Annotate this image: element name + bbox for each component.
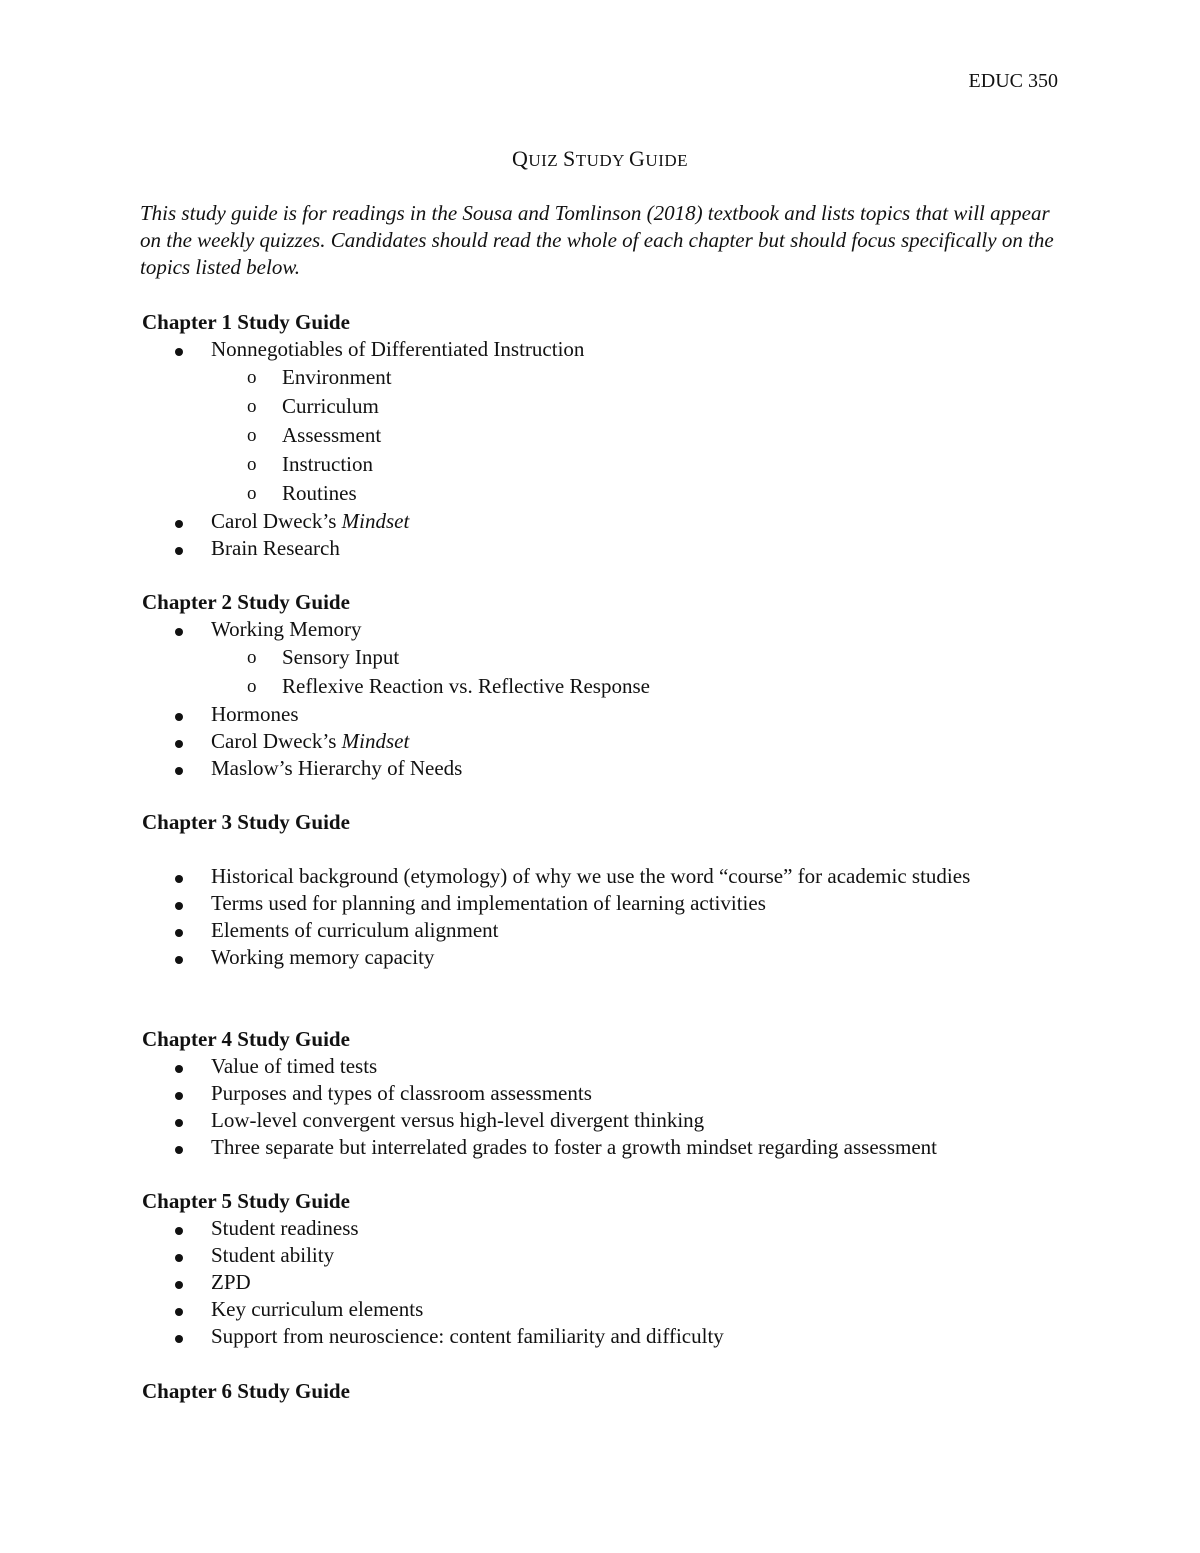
title-part: UIZ <box>528 151 563 170</box>
list-item-text: Working Memory <box>211 617 362 641</box>
list-item-text: Historical background (etymology) of why we use the word “course” for academic studies <box>211 864 971 888</box>
topic-list <box>142 1053 1062 1161</box>
list-item <box>142 944 1062 971</box>
sub-list-item-text: Curriculum <box>282 394 379 418</box>
list-item-text: Carol Dweck’s <box>211 729 342 753</box>
bullet-icon <box>175 902 183 910</box>
bullet-icon <box>175 1092 183 1100</box>
sub-list-item <box>142 363 1062 392</box>
sub-list-item-text: Instruction <box>282 452 373 476</box>
bullet-icon <box>175 348 183 356</box>
bullet-icon <box>175 1119 183 1127</box>
list-item-italic: Mindset <box>341 509 410 533</box>
chapter-heading: Chapter 1 Study Guide <box>142 310 350 334</box>
list-item-text: Student ability <box>211 1243 335 1267</box>
chapter-section <box>142 309 1062 562</box>
list-item <box>142 1269 1062 1296</box>
list-item <box>142 1323 1062 1350</box>
list-item-text: Low-level convergent versus high-level divergent thinking <box>211 1108 705 1132</box>
sub-list-item-text: Reflexive Reaction vs. Reflective Response <box>282 674 650 698</box>
bullet-icon <box>175 1335 183 1343</box>
sub-topic-list <box>211 643 1062 701</box>
sub-list-item <box>142 479 1062 508</box>
list-item <box>142 1242 1062 1269</box>
title-part: G <box>629 146 646 171</box>
chapter-section <box>142 809 1062 971</box>
list-item-text: Working memory capacity <box>211 945 435 969</box>
list-item <box>142 1134 1062 1161</box>
list-item-text: Terms used for planning and implementation of learning activities <box>211 891 766 915</box>
chapter-heading: Chapter 2 Study Guide <box>142 590 350 614</box>
chapter-section <box>142 1026 1062 1161</box>
sub-list-item-text: Environment <box>282 365 392 389</box>
topic-list <box>142 616 1062 782</box>
sub-topic-list <box>211 363 1062 508</box>
chapter-heading: Chapter 3 Study Guide <box>142 810 350 834</box>
bullet-icon <box>175 628 183 636</box>
list-item-text: Hormones <box>211 702 299 726</box>
bullet-icon <box>175 1308 183 1316</box>
list-item <box>142 336 1062 508</box>
list-item <box>142 508 1062 535</box>
page-title <box>0 146 1200 172</box>
circle-bullet-icon: o <box>247 425 257 446</box>
topic-list <box>142 1215 1062 1350</box>
circle-bullet-icon: o <box>247 483 257 504</box>
course-code: EDUC 350 <box>968 70 1058 92</box>
circle-bullet-icon: o <box>247 676 257 697</box>
intro-paragraph: This study guide is for readings in the Sousa and Tomlinson (2018) textbook and lists topics that will appear on the weekly quizzes. Candidates should read the whole of each chapter but should focus specifically on the topics listed below. <box>140 201 1054 279</box>
title-part: UIDE <box>645 151 689 170</box>
circle-bullet-icon: o <box>247 454 257 475</box>
bullet-icon <box>175 1227 183 1235</box>
sub-list-item <box>142 643 1062 672</box>
circle-bullet-icon: o <box>247 647 257 668</box>
list-item-text: Brain Research <box>211 536 340 560</box>
bullet-icon <box>175 740 183 748</box>
chapter-heading: Chapter 5 Study Guide <box>142 1189 350 1213</box>
sub-list-item-text: Assessment <box>282 423 382 447</box>
sub-list-item <box>142 421 1062 450</box>
list-item-text: Support from neuroscience: content familiarity and difficulty <box>211 1324 724 1348</box>
list-item-text: Purposes and types of classroom assessments <box>211 1081 592 1105</box>
list-item <box>142 755 1062 782</box>
bullet-icon <box>175 767 183 775</box>
list-item <box>142 728 1062 755</box>
list-item <box>142 1107 1062 1134</box>
chapter-section <box>142 589 1062 782</box>
bullet-icon <box>175 1065 183 1073</box>
sub-list-item <box>142 450 1062 479</box>
list-item-text: Key curriculum elements <box>211 1297 424 1321</box>
list-item-italic: Mindset <box>341 729 410 753</box>
list-item-text: Maslow’s Hierarchy of Needs <box>211 756 463 780</box>
chapter-heading: Chapter 4 Study Guide <box>142 1027 350 1051</box>
bullet-icon <box>175 1281 183 1289</box>
list-item <box>142 890 1062 917</box>
title-part: S <box>562 146 576 171</box>
title-part: Q <box>511 146 529 171</box>
topic-list <box>142 863 1062 971</box>
bullet-icon <box>175 1146 183 1154</box>
list-item <box>142 1296 1062 1323</box>
list-item <box>142 863 1062 890</box>
circle-bullet-icon: o <box>247 396 257 417</box>
sub-list-item-text: Routines <box>282 481 357 505</box>
bullet-icon <box>175 547 183 555</box>
bullet-icon <box>175 1254 183 1262</box>
title-part: TUDY <box>575 151 630 170</box>
list-item-text: Nonnegotiables of Differentiated Instruction <box>211 337 585 361</box>
bullet-icon <box>175 956 183 964</box>
bullet-icon <box>175 520 183 528</box>
list-item-text: Carol Dweck’s <box>211 509 342 533</box>
bullet-icon <box>175 875 183 883</box>
sub-list-item <box>142 392 1062 421</box>
list-item <box>142 535 1062 562</box>
chapter-section <box>142 1378 1062 1405</box>
list-item-text: Student readiness <box>211 1216 359 1240</box>
list-item-text: Value of timed tests <box>211 1054 378 1078</box>
chapter-section <box>142 1188 1062 1350</box>
list-item <box>142 1215 1062 1242</box>
chapter-heading: Chapter 6 Study Guide <box>142 1379 350 1403</box>
list-item-text: Three separate but interrelated grades to foster a growth mindset regarding assessment <box>211 1135 937 1159</box>
list-item <box>142 917 1062 944</box>
list-item <box>142 701 1062 728</box>
bullet-icon <box>175 713 183 721</box>
list-item <box>142 616 1062 701</box>
circle-bullet-icon: o <box>247 367 257 388</box>
list-item <box>142 1080 1062 1107</box>
list-item-text: Elements of curriculum alignment <box>211 918 499 942</box>
sub-list-item-text: Sensory Input <box>282 645 400 669</box>
bullet-icon <box>175 929 183 937</box>
list-item <box>142 1053 1062 1080</box>
topic-list <box>142 336 1062 562</box>
list-item-text: ZPD <box>211 1270 251 1294</box>
sub-list-item <box>142 672 1062 701</box>
